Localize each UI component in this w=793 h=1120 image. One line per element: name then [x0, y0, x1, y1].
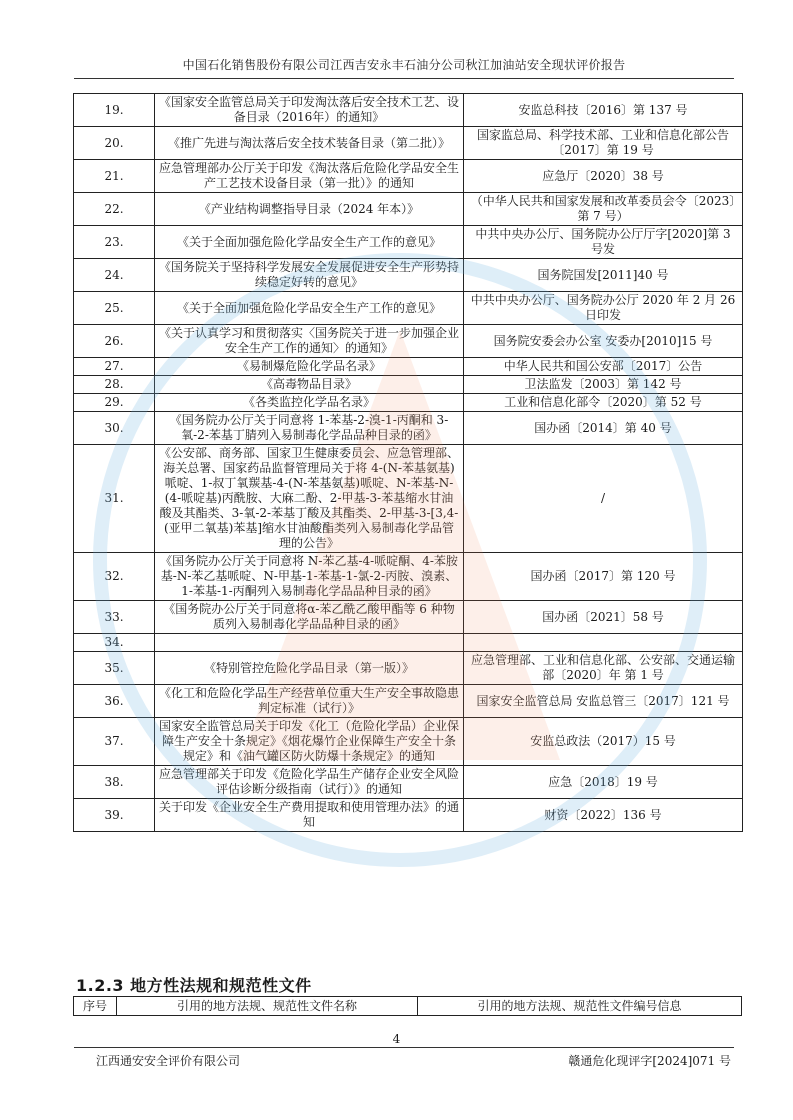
regulation-name: 《各类监控化学品名录》 — [155, 394, 464, 412]
table-header-row — [74, 997, 742, 1016]
row-number: 27. — [74, 358, 155, 376]
regulation-name: 国家安全监管总局关于印发《化工（危险化学品）企业保障生产安全十条规定》《烟花爆竹企业保障生产安全十条规定》和《油气罐区防火防爆十条规定》的通知 — [155, 718, 464, 766]
row-number: 19. — [74, 94, 155, 127]
regulation-name: 《高毒物品目录》 — [155, 376, 464, 394]
regulation-code: 应急厅〔2020〕38 号 — [464, 160, 743, 193]
table-row — [74, 193, 743, 226]
regulation-name: 应急管理部关于印发《危险化学品生产储存企业安全风险评估诊断分级指南（试行）》的通知 — [155, 766, 464, 799]
regulation-code: 安监总科技〔2016〕第 137 号 — [464, 94, 743, 127]
row-number: 34. — [74, 634, 155, 652]
table-row — [74, 685, 743, 718]
table-row — [74, 292, 743, 325]
regulation-code: 国办函〔2021〕58 号 — [464, 601, 743, 634]
table-row — [74, 394, 743, 412]
table-row — [74, 799, 743, 832]
row-number: 21. — [74, 160, 155, 193]
row-number: 23. — [74, 226, 155, 259]
table-row — [74, 127, 743, 160]
regulation-name: 《关于认真学习和贯彻落实〈国务院关于进一步加强企业安全生产工作的通知〉的通知》 — [155, 325, 464, 358]
table-row — [74, 160, 743, 193]
row-number: 20. — [74, 127, 155, 160]
table-row — [74, 94, 743, 127]
table-row — [74, 259, 743, 292]
regulation-name: 《特别管控危险化学品目录（第一版）》 — [155, 652, 464, 685]
regulation-code: 国办函〔2017〕第 120 号 — [464, 553, 743, 601]
table-row — [74, 226, 743, 259]
regulation-code: 国务院国发[2011]40 号 — [464, 259, 743, 292]
row-number: 36. — [74, 685, 155, 718]
row-number: 33. — [74, 601, 155, 634]
regulation-code: （中华人民共和国家发展和改革委员会令〔2023〕第 7 号） — [464, 193, 743, 226]
regulation-code: 国家安全监管总局 安监总管三〔2017〕121 号 — [464, 685, 743, 718]
table-row — [74, 445, 743, 553]
regulations-table — [73, 93, 743, 832]
table-row — [74, 601, 743, 634]
table-row — [74, 652, 743, 685]
regulation-name: 关于印发《企业安全生产费用提取和使用管理办法》的通知 — [155, 799, 464, 832]
regulation-name: 《产业结构调整指导目录（2024 年本）》 — [155, 193, 464, 226]
table-row — [74, 634, 743, 652]
regulation-code: 财资〔2022〕136 号 — [464, 799, 743, 832]
regulation-code: 安监总政法（2017）15 号 — [464, 718, 743, 766]
regulation-name — [155, 634, 464, 652]
table-row — [74, 553, 743, 601]
regulation-code: 中华人民共和国公安部〔2017〕公告 — [464, 358, 743, 376]
regulation-code: 国务院安委会办公室 安委办[2010]15 号 — [464, 325, 743, 358]
row-number: 24. — [74, 259, 155, 292]
table-row — [74, 766, 743, 799]
regulation-code: 国办函〔2014〕第 40 号 — [464, 412, 743, 445]
regulation-code: 国家监总局、科学技术部、工业和信息化部公告〔2017〕第 19 号 — [464, 127, 743, 160]
regulation-name: 《国务院办公厅关于同意将α-苯乙酰乙酸甲酯等 6 种物质列入易制毒化学品品种目录的函》 — [155, 601, 464, 634]
row-number: 29. — [74, 394, 155, 412]
header-rule — [74, 78, 734, 79]
column-header-no: 序号 — [74, 997, 117, 1016]
regulations-table-body — [74, 94, 743, 832]
table-row — [74, 376, 743, 394]
regulation-code: 卫法监发〔2003〕第 142 号 — [464, 376, 743, 394]
row-number: 35. — [74, 652, 155, 685]
footer-rule — [74, 1047, 734, 1048]
regulation-name: 《国家安全监管总局关于印发淘汰落后安全技术工艺、设备目录（2016年）的通知》 — [155, 94, 464, 127]
row-number: 39. — [74, 799, 155, 832]
regulation-name: 应急管理部办公厅关于印发《淘汰落后危险化学品安全生产工艺技术设备目录（第一批）》的通知 — [155, 160, 464, 193]
regulation-name: 《推广先进与淘汰落后安全技术装备目录（第二批）》 — [155, 127, 464, 160]
regulation-name: 《关于全面加强危险化学品安全生产工作的意见》 — [155, 226, 464, 259]
table-row — [74, 412, 743, 445]
column-header-name: 引用的地方法规、规范性文件名称 — [117, 997, 418, 1016]
row-number: 37. — [74, 718, 155, 766]
page-number: 4 — [392, 1032, 401, 1046]
footer-report-number: 赣通危化现评字[2024]071 号 — [568, 1054, 731, 1068]
regulation-name: 《公安部、商务部、国家卫生健康委员会、应急管理部、海关总署、国家药品监督管理局关于将 4-(N-苯基氨基)哌啶、1-叔丁氧羰基-4-(N-苯基氨基)哌啶、N-苯基-N-(4-哌啶基)丙酰胺、大麻二酚、2-甲基-3-苯基缩水甘油酸及其酯类、3-氧-2-苯基丁酸及其酯类、2-甲基-3-[3,4-(亚甲二氧基)苯基]缩水甘油酸酯类列入易制毒化学品管理的公告》 — [155, 445, 464, 553]
regulation-code — [464, 634, 743, 652]
regulation-name: 《国务院办公厅关于同意将 N-苯乙基-4-哌啶酮、4-苯胺基-N-苯乙基哌啶、N-甲基-1-苯基-1-氯-2-丙胺、溴素、1-苯基-1-丙酮列入易制毒化学品品种目录的函》 — [155, 553, 464, 601]
row-number: 38. — [74, 766, 155, 799]
column-header-code: 引用的地方法规、规范性文件编号信息 — [418, 997, 742, 1016]
regulation-name: 《国务院办公厅关于同意将 1-苯基-2-溴-1-丙酮和 3-氧-2-苯基丁腈列入易制毒化学品品种目录的函》 — [155, 412, 464, 445]
row-number: 31. — [74, 445, 155, 553]
regulation-name: 《国务院关于坚持科学发展安全发展促进安全生产形势持续稳定好转的意见》 — [155, 259, 464, 292]
regulation-code: / — [464, 445, 743, 553]
row-number: 32. — [74, 553, 155, 601]
table-row — [74, 718, 743, 766]
row-number: 30. — [74, 412, 155, 445]
local-regulations-table — [73, 996, 742, 1016]
regulation-name: 《关于全面加强危险化学品安全生产工作的意见》 — [155, 292, 464, 325]
regulation-code: 工业和信息化部令〔2020〕第 52 号 — [464, 394, 743, 412]
table-row — [74, 325, 743, 358]
page-header: 中国石化销售股份有限公司江西吉安永丰石油分公司秋江加油站安全现状评价报告 — [182, 58, 626, 72]
regulation-name: 《化工和危险化学品生产经营单位重大生产安全事故隐患判定标准（试行）》 — [155, 685, 464, 718]
table-row — [74, 358, 743, 376]
regulation-code: 中共中央办公厅、国务院办公厅厅字[2020]第 3 号发 — [464, 226, 743, 259]
regulation-name: 《易制爆危险化学品名录》 — [155, 358, 464, 376]
row-number: 22. — [74, 193, 155, 226]
regulation-code: 中共中央办公厅、国务院办公厅 2020 年 2 月 26 日印发 — [464, 292, 743, 325]
regulation-code: 应急管理部、工业和信息化部、公安部、交通运输部〔2020〕年 第 1 号 — [464, 652, 743, 685]
row-number: 26. — [74, 325, 155, 358]
section-heading: 1.2.3 地方性法规和规范性文件 — [76, 976, 312, 995]
row-number: 25. — [74, 292, 155, 325]
regulation-code: 应急〔2018〕19 号 — [464, 766, 743, 799]
row-number: 28. — [74, 376, 155, 394]
footer-company: 江西通安安全评价有限公司 — [96, 1054, 241, 1068]
